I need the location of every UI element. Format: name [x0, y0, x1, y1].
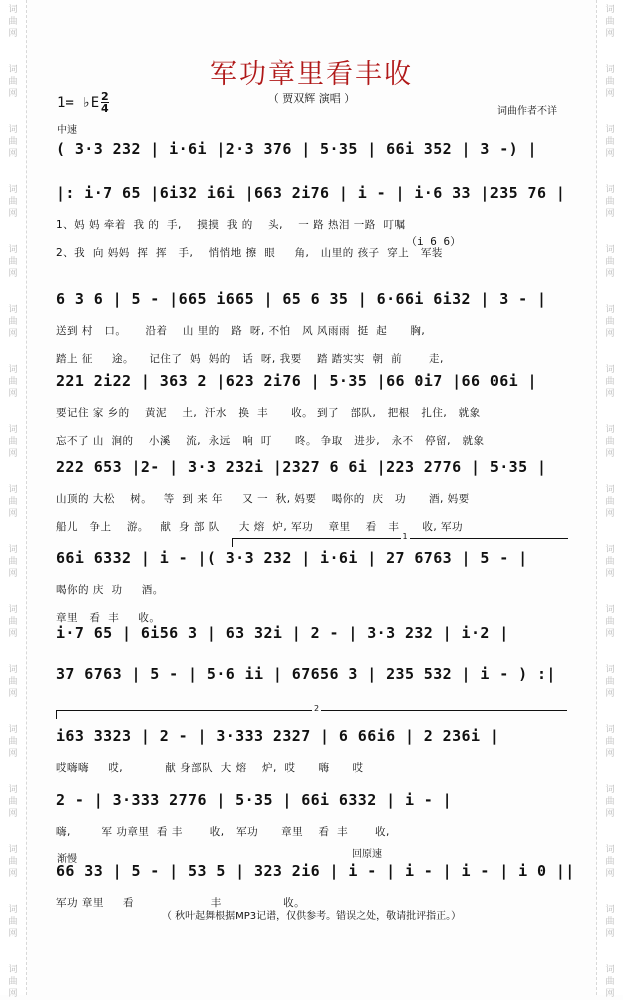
watermark-text: 词 曲 网 — [605, 65, 615, 99]
watermark-text: 词 曲 网 — [8, 845, 18, 879]
watermark-text: 词 曲 网 — [8, 5, 18, 39]
lyric-line: 山顶的 大松 树。 等 到 来 年 又 一 秋, 妈要 喝你的 庆 功 酒, 妈要 — [56, 493, 470, 505]
watermark-text: 词 曲 网 — [605, 365, 615, 399]
bracket-note-hint: （i 6 6） — [406, 235, 462, 248]
watermark-text: 词 曲 网 — [8, 185, 18, 219]
watermark-text: 词 曲 网 — [605, 785, 615, 819]
transcription-footnote: （ 秋叶起舞根据MP3记谱，仅供参考。错误之处，敬请批评指正。） — [161, 911, 462, 922]
watermark-text: 词 曲 网 — [8, 965, 18, 999]
lyric-line: 踏上 征 途。 记住了 妈 妈的 话 呀, 我要 踏 踏实实 朝 前 走, — [56, 353, 444, 365]
notation-line: 6 3 6 | 5 - |665 i665 | 65 6 35 | 6·66i 6i32 | 3 - | — [56, 290, 547, 308]
watermark-text: 词 曲 网 — [605, 545, 615, 579]
watermark-text: 词 曲 网 — [605, 845, 615, 879]
watermark-text: 词 曲 网 — [605, 425, 615, 459]
tempo-slowing-marking: 渐慢 — [57, 854, 77, 865]
lyric-line: 哎嗨嗨 哎, 献 身部队 大 熔 炉, 哎 嗨 哎 — [56, 762, 364, 774]
watermark-text: 词 曲 网 — [8, 65, 18, 99]
watermark-text: 词 曲 网 — [605, 125, 615, 159]
watermark-text: 词 曲 网 — [8, 305, 18, 339]
lyric-line: 章里 看 丰 收。 — [56, 612, 161, 624]
watermark-text: 词 曲 网 — [8, 665, 18, 699]
tempo-marking: 中速 — [57, 125, 77, 136]
lyric-line: 船儿 争上 游。 献 身 部 队 大 熔 炉, 军功 章里 看 丰 收, 军功 — [56, 521, 464, 533]
notation-line: i·7 65 | 6i56 3 | 63 32i | 2 - | 3·3 232 | i·2 | — [56, 624, 509, 642]
watermark-text: 词 曲 网 — [8, 365, 18, 399]
watermark-text: 词 曲 网 — [8, 245, 18, 279]
watermark-text: 词 曲 网 — [8, 485, 18, 519]
notation-line: 66i 6332 | i - |( 3·3 232 | i·6i | 27 6763 | 5 - | — [56, 549, 528, 567]
watermark-text: 词 曲 网 — [8, 785, 18, 819]
lyric-line: 喝你的 庆 功 酒。 — [56, 584, 164, 596]
lyric-line: 忘不了 山 涧的 小溪 流, 永远 响 叮 咚。 争取 进步, 永不 停留, 就象 — [56, 435, 485, 447]
watermark-text: 词 曲 网 — [8, 605, 18, 639]
watermark-text: 词 曲 网 — [605, 305, 615, 339]
notation-line: 221 2i22 | 363 2 |623 2i76 | 5·35 |66 0i7 |66 06i | — [56, 372, 537, 390]
notation-line: ( 3·3 232 | i·6i |2·3 376 | 5·35 | 66i 352 | 3 -) | — [56, 140, 537, 158]
composer-credit: 词曲作者不详 — [497, 106, 557, 117]
lyric-line: 军功 章里 看 丰 收。 — [56, 897, 306, 909]
watermark-text: 词 曲 网 — [8, 725, 18, 759]
volta-bracket-2: 2 — [56, 710, 567, 719]
watermark-text: 词 曲 网 — [605, 5, 615, 39]
key-signature: 1= ♭E — [57, 95, 100, 111]
lyric-line: 要记住 家 乡的 黄泥 土, 汗水 换 丰 收。 到了 部队, 把根 扎住, 就象 — [56, 407, 481, 419]
watermark-text: 词 曲 网 — [8, 125, 18, 159]
watermark-text: 词 曲 网 — [8, 425, 18, 459]
time-signature — [101, 91, 109, 114]
lyric-line: 1、妈 妈 牵着 我 的 手, 摸摸 我 的 头, 一 路 热泪 一路 叮嘱 — [56, 219, 406, 231]
notation-line: 37 6763 | 5 - | 5·6 ii | 67656 3 | 235 532 | i - ) :| — [56, 665, 556, 683]
notation-line: 66 33 | 5 - | 53 5 | 323 2i6 | i - | i - | i - | i 0 || — [56, 862, 575, 880]
watermark-text: 词 曲 网 — [605, 485, 615, 519]
notation-line: 2 - | 3·333 2776 | 5·35 | 66i 6332 | i - | — [56, 791, 453, 809]
time-signature-top: 2 — [101, 90, 109, 103]
tempo-return-marking: 回原速 — [352, 849, 382, 860]
lyric-line: 送到 村 口。 沿着 山 里的 路 呀, 不怕 风 风雨雨 挺 起 胸, — [56, 325, 426, 337]
volta-bracket-1: 1 — [232, 538, 568, 547]
watermark-text: 词 曲 网 — [605, 725, 615, 759]
notation-line: i63 3323 | 2 - | 3·333 2327 | 6 66i6 | 2 236i | — [56, 727, 500, 745]
lyric-line: 嗨, 军 功章里 看 丰 收, 军功 章里 看 丰 收, — [56, 826, 390, 838]
lyric-line: 2、我 向 妈妈 挥 挥 手, 悄悄地 擦 眼 角, 山里的 孩子 穿上 军装 — [56, 247, 443, 259]
singer-credit: （ 贾双辉 演唱 ） — [267, 92, 356, 105]
time-signature-bottom: 4 — [101, 102, 109, 115]
watermark-text: 词 曲 网 — [605, 605, 615, 639]
watermark-text: 词 曲 网 — [605, 185, 615, 219]
watermark-text: 词 曲 网 — [605, 245, 615, 279]
watermark-text: 词 曲 网 — [8, 905, 18, 939]
watermark-text: 词 曲 网 — [8, 545, 18, 579]
watermark-text: 词 曲 网 — [605, 965, 615, 999]
watermark-text: 词 曲 网 — [605, 665, 615, 699]
notation-line: |: i·7 65 |6i32 i6i |663 2i76 | i - | i·6 33 |235 76 | — [56, 184, 566, 202]
song-title: 军功章里看丰收 — [210, 59, 413, 90]
watermark-text: 词 曲 网 — [605, 905, 615, 939]
notation-line: 222 653 |2- | 3·3 232i |2327 6 6i |223 2776 | 5·35 | — [56, 458, 547, 476]
